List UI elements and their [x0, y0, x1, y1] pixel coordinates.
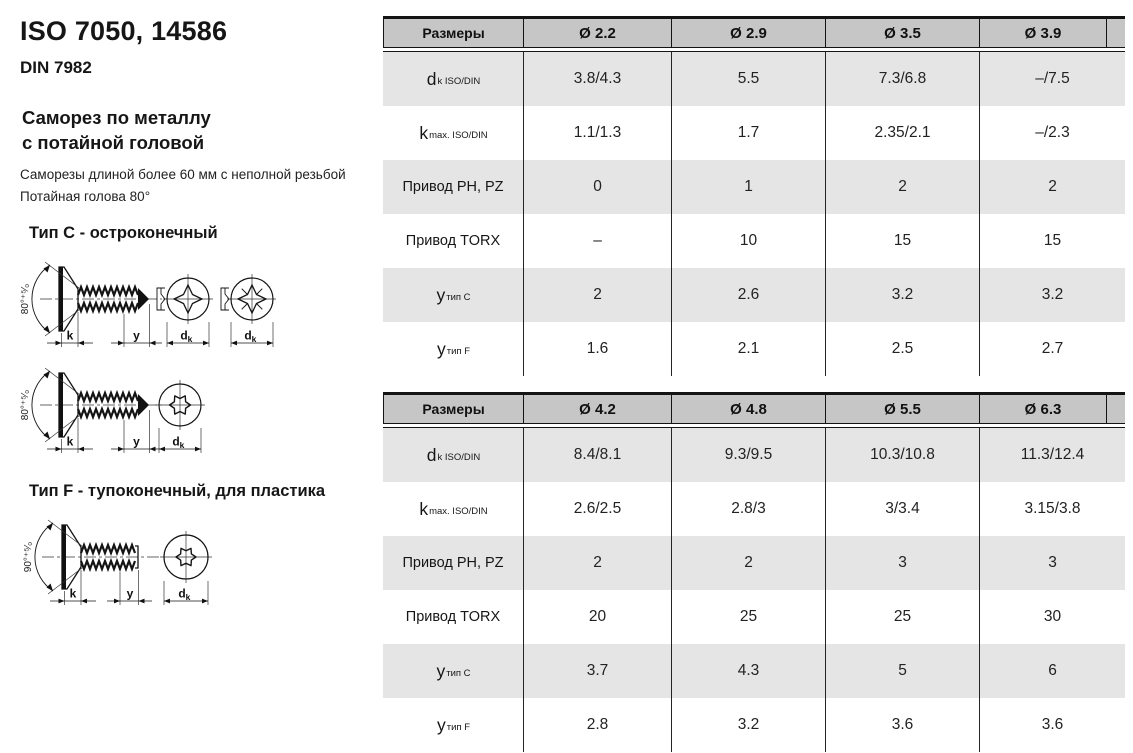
product-name-line2: с потайной головой	[22, 131, 205, 153]
row-label-sub: тип F	[446, 721, 470, 733]
table-body	[383, 52, 1125, 376]
value-cell: 1.1/1.3	[523, 106, 671, 160]
dk-dim-label: d	[244, 328, 252, 343]
row-label: Привод TORX	[405, 233, 501, 249]
din-standard-label: DIN 7982	[20, 58, 92, 77]
row-label: y	[436, 284, 446, 305]
value-cell: 3.6	[979, 698, 1125, 752]
header-cell-diameter: Ø 4.8	[671, 395, 825, 423]
row-label-sub: max. ISO/DIN	[429, 505, 488, 517]
value-cell: 4.3	[671, 644, 825, 698]
row-label: d	[426, 444, 437, 465]
value-cell: 3.8/4.3	[523, 52, 671, 106]
row-label-sub: k ISO/DIN	[437, 75, 481, 87]
value-cell: 3.2	[979, 268, 1125, 322]
row-label-sub: тип C	[446, 291, 471, 303]
y-dimension	[111, 410, 162, 453]
value-cell: 3.7	[523, 644, 671, 698]
value-cell: 3.2	[671, 698, 825, 752]
value-cell: 10	[671, 214, 825, 268]
value-cell: 2	[825, 160, 979, 214]
value-cell: 2	[523, 268, 671, 322]
table-body	[383, 428, 1125, 752]
header-cell-diameter: Ø 2.9	[671, 19, 825, 47]
value-cell: 15	[979, 214, 1125, 268]
dk-dim-sub: k	[251, 334, 257, 344]
value-cell: 3	[979, 536, 1125, 590]
dk-dimension	[159, 428, 201, 453]
header-cell-diameter: Ø 3.5	[825, 19, 979, 47]
header-double-rule-1	[383, 47, 1125, 48]
k-dim-label: k	[69, 586, 77, 601]
row-label: y	[437, 714, 446, 735]
value-cell: 3.2	[825, 268, 979, 322]
row-label: Привод PH, PZ	[402, 179, 504, 195]
row-label: k	[419, 498, 429, 519]
value-cell: 2	[979, 160, 1125, 214]
value-cell: 3.6	[825, 698, 979, 752]
header-cell-diameter: Ø 3.9	[979, 19, 1106, 47]
value-cell: 2.8	[523, 698, 671, 752]
value-cell: 1	[671, 160, 825, 214]
value-cell: 2.6/2.5	[523, 482, 671, 536]
left-info-panel	[20, 14, 376, 749]
value-cell: 9.3/9.5	[671, 428, 825, 482]
table-row-kmax	[383, 482, 1125, 536]
table-row-y-type-c	[383, 644, 1125, 698]
value-cell: 0	[523, 160, 671, 214]
value-cell: 2.7	[979, 322, 1125, 376]
header-cell-sizes: Размеры	[422, 25, 485, 41]
value-cell: 2.8/3	[671, 482, 825, 536]
dk-dim-label: d	[180, 328, 188, 343]
type-f-torx-drawing	[12, 512, 227, 612]
page-title: ISO 7050, 14586	[20, 16, 228, 46]
value-cell: –/7.5	[979, 52, 1125, 106]
value-cell: 2.6	[671, 268, 825, 322]
value-cell: –/2.3	[979, 106, 1125, 160]
product-name	[22, 106, 211, 156]
value-cell: 2.5	[825, 322, 979, 376]
y-dim-label: y	[133, 328, 140, 343]
y-dimension	[107, 570, 152, 605]
angle-label: 90°⁺⁵⁄₀	[23, 541, 34, 573]
value-cell: 2	[523, 536, 671, 590]
spec-tables-area	[383, 16, 1125, 753]
row-label: k	[419, 122, 429, 143]
row-label: d	[426, 68, 437, 89]
dk-dim-sub: k	[179, 440, 185, 450]
value-cell: 3/3.4	[825, 482, 979, 536]
value-cell: 30	[979, 590, 1125, 644]
header-cell-diameter: Ø 6.3	[979, 395, 1106, 423]
value-cell: 2.1	[671, 322, 825, 376]
angle-label: 80°⁺⁵⁄₀	[20, 283, 31, 315]
table-header-row	[383, 19, 1107, 47]
value-cell: 25	[671, 590, 825, 644]
k-dim-label: k	[66, 434, 74, 449]
row-label-sub: тип C	[446, 667, 471, 679]
value-cell: 7.3/6.8	[825, 52, 979, 106]
product-description	[20, 164, 346, 209]
ph-recess-view-icon	[157, 274, 213, 324]
table-row-y-type-f	[383, 698, 1125, 752]
value-cell: 10.3/10.8	[825, 428, 979, 482]
value-cell: 11.3/12.4	[979, 428, 1125, 482]
header-double-rule-1	[383, 423, 1125, 424]
value-cell: 25	[825, 590, 979, 644]
dk-dimension-pz	[231, 322, 273, 347]
row-label: Привод TORX	[405, 609, 501, 625]
row-label-sub: тип F	[446, 345, 470, 357]
dk-dim-label: d	[172, 434, 180, 449]
value-cell: 6	[979, 644, 1125, 698]
value-cell: 2.35/2.1	[825, 106, 979, 160]
header-cell-diameter: Ø 5.5	[825, 395, 979, 423]
row-label: y	[436, 660, 446, 681]
row-label: y	[437, 338, 446, 359]
table-row-y-type-c	[383, 268, 1125, 322]
type-f-heading: Тип F - тупоконечный, для пластика	[29, 482, 326, 500]
table-row-dk	[383, 52, 1125, 106]
value-cell: 2	[671, 536, 825, 590]
table-row-kmax	[383, 106, 1125, 160]
value-cell: 3.15/3.8	[979, 482, 1125, 536]
dk-dim-sub: k	[185, 592, 191, 602]
value-cell: 5	[825, 644, 979, 698]
y-dim-label: y	[126, 586, 134, 601]
y-dim-label: y	[133, 434, 140, 449]
value-cell: –	[523, 214, 671, 268]
table-row-drive-ph-pz	[383, 536, 1125, 590]
row-label-sub: k ISO/DIN	[437, 451, 481, 463]
torx-recess-view-icon	[155, 380, 205, 430]
header-cell-sizes: Размеры	[422, 401, 485, 417]
dk-dimension	[164, 581, 208, 605]
type-c-ph-pz-drawing	[12, 254, 289, 354]
value-cell: 20	[523, 590, 671, 644]
dk-dim-sub: k	[187, 334, 193, 344]
spec-table-large-diameters	[383, 392, 1125, 752]
value-cell: 3	[825, 536, 979, 590]
value-cell: 1.6	[523, 322, 671, 376]
k-dim-label: k	[66, 328, 74, 343]
torx-recess-view-icon	[160, 531, 212, 583]
dk-dimension-ph	[167, 322, 209, 347]
spec-table-small-diameters	[383, 16, 1125, 376]
screw-side-view-icon	[42, 525, 162, 589]
value-cell: 8.4/8.1	[523, 428, 671, 482]
dk-dim-label: d	[178, 586, 186, 601]
row-label-sub: max. ISO/DIN	[429, 129, 488, 141]
value-cell: 1.7	[671, 106, 825, 160]
table-row-drive-ph-pz	[383, 160, 1125, 214]
product-name-line1: Саморез по металлу	[22, 107, 211, 128]
value-cell: 5.5	[671, 52, 825, 106]
header-cell-diameter: Ø 2.2	[523, 19, 671, 47]
type-c-torx-drawing	[12, 360, 222, 460]
row-label: Привод PH, PZ	[402, 555, 504, 571]
table-row-drive-torx	[383, 590, 1125, 644]
screw-side-view-icon	[40, 373, 162, 437]
description-line2: Потайная голова 80°	[20, 189, 151, 205]
value-cell: 15	[825, 214, 979, 268]
pz-recess-view-icon	[221, 274, 276, 324]
description-line1: Саморезы длиной более 60 мм с неполной резьбой	[20, 167, 346, 182]
type-c-heading: Тип C - остроконечный	[29, 224, 218, 242]
screw-side-view-icon	[40, 267, 162, 331]
table-row-y-type-f	[383, 322, 1125, 376]
table-row-drive-torx	[383, 214, 1125, 268]
angle-label: 80°⁺⁵⁄₀	[20, 389, 31, 421]
table-row-dk	[383, 428, 1125, 482]
header-cell-diameter: Ø 4.2	[523, 395, 671, 423]
table-header-row	[383, 395, 1107, 423]
y-dimension	[111, 304, 162, 347]
